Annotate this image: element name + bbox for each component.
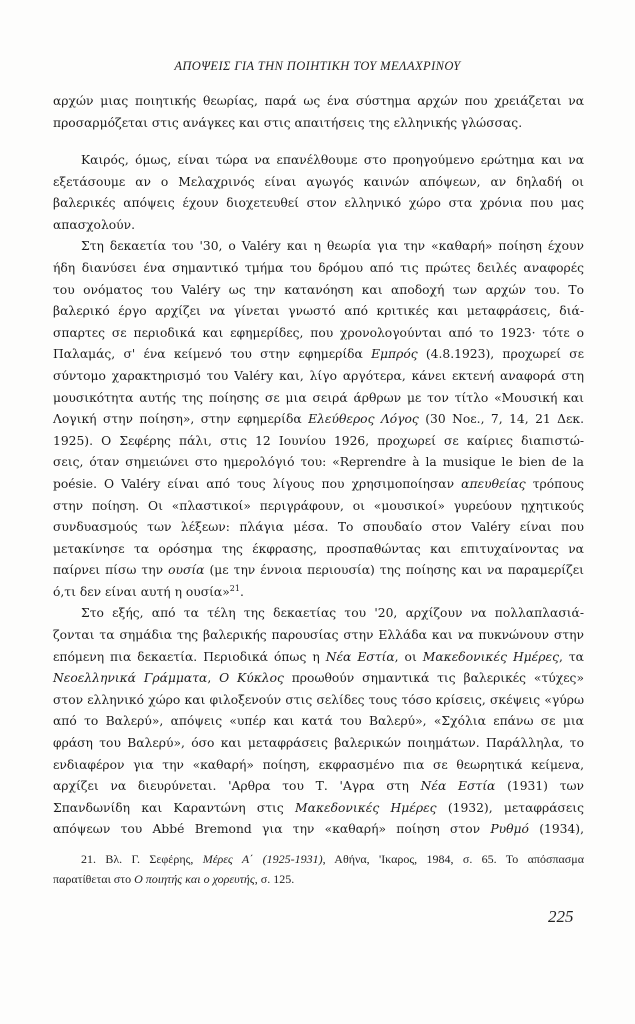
- text: ό,τι δεν είναι αυτή η ουσία»: [53, 584, 230, 599]
- text: .: [239, 584, 244, 599]
- text-line: [53, 344, 584, 366]
- text-line: αρχών μιας ποιητικής θεωρίας, παρά ως ένα σύστημα αρχών που χρειάζεται να: [53, 94, 584, 108]
- text-line: [53, 819, 584, 841]
- text: (30 Νοε., 7, 14, 21 Δεκ.: [418, 412, 585, 427]
- text: , οι: [394, 649, 423, 664]
- footnote-line: [53, 869, 584, 889]
- journal-title: Νέα Εστία: [325, 649, 395, 664]
- text-line: συνδυασμούς των λέξεων: πλάγια μέσα. Το σπουδαίο στον Valéry είναι που: [53, 520, 584, 535]
- main-text: [53, 150, 584, 841]
- text-line: του ονόματος του Valéry ως την κατανόηση και αποδοχή των αρχών του. Το: [53, 282, 584, 297]
- text: (1934),: [528, 822, 584, 837]
- text: αρχίζει να διευρύνεται. 'Αρθρα του Τ. 'Αγρα στη: [53, 779, 421, 794]
- text: επόμενη πια δεκαετία. Περιοδικά όπως η: [53, 649, 326, 664]
- book-title: Ο ποιητής και ο χορευτής: [134, 872, 255, 886]
- text-line: [53, 798, 584, 820]
- text-line: ενδιαφέρον για την «καθαρή» ποίηση, εκφρασμένο πια σε θεωρητικά κείμενα,: [53, 757, 584, 772]
- journal-title: Νεοελληνικά Γράμματα: [53, 671, 208, 686]
- text-line: 1925). Ο Σεφέρης πάλι, στις 12 Ιουνίου 1926, προχωρεί σε καίριες διαπιστώ-: [53, 433, 584, 448]
- text-line: ζονται τα σημάδια της βαλερικής παρουσίας στην Ελλάδα και να πυκνώνουν στην: [53, 628, 584, 643]
- emphasis: ουσία: [168, 563, 205, 578]
- text: poésie. Ο Valéry είναι από τους λίγους που χρησιμοποίησαν: [53, 476, 462, 491]
- text-line: στον ελληνικό χώρο και φιλοξενούν στις σελίδες τους τόσο κρίσεις, σκέψεις «γύρω: [53, 692, 584, 707]
- running-head: ΑΠΟΨΕΙΣ ΓΙΑ ΤΗΝ ΠΟΙΗΤΙΚΗ ΤΟΥ ΜΕΛΑΧΡΙΝΟΥ: [174, 59, 461, 73]
- text-line: [53, 409, 584, 431]
- text-line: [53, 668, 584, 690]
- text-line: [53, 474, 584, 496]
- text-line: [53, 647, 584, 669]
- emphasis: απευθείας: [461, 476, 526, 491]
- text-line: βαλερικό έργο αρχίζει να γίνεται γνωστό από κριτικές και μεταφράσεις, διά-: [53, 304, 584, 319]
- text: τρόπους: [525, 476, 584, 491]
- text-line: απασχολούν.: [53, 217, 135, 232]
- text-line: στην ποίηση. Οι «πλαστικοί» περιγράφουν, οι «μουσικοί» γυρεύουν ηχητικούς: [53, 498, 584, 513]
- text: (με την έννοια περιουσία) της ποίησης και να παραμερίζει: [204, 563, 584, 578]
- footnote-21: [53, 849, 584, 889]
- text-line: μουσικότητα αυτής της ποίησης σε μια σειρά άρθρων με τον τίτλο «Μουσική και: [53, 390, 584, 405]
- text: , τα: [558, 649, 584, 664]
- footnote-number: 21.: [81, 852, 96, 866]
- text-line: από το Βαλερύ», απόψεις «υπέρ και κατά του Βαλερύ», «Σχόλια επάνω σε μια: [53, 714, 584, 729]
- text: Παλαμάς, σ' ένα κείμενό του στην εφημερίδα: [53, 347, 372, 362]
- journal-title: Μακεδονικές Ημέρες: [422, 649, 559, 664]
- book-title: Μέρες Α΄ (1925-1931): [202, 852, 323, 866]
- page-number: 225: [548, 907, 574, 926]
- text: Βλ. Γ. Σεφέρης,: [96, 852, 203, 866]
- text-line: ήδη διανύσει ένα σημαντικό τμήμα του δρόμου από τις πρώτες δειλές αναφορές: [53, 260, 584, 275]
- text: , Αθήνα, 'Ικαρος, 1984, σ. 65. Το απόσπασμα: [322, 852, 584, 866]
- text-line: μετακίνησε τα ορόσημα της έκφρασης, προσπαθώντας και επιτυχαίνοντας να: [53, 541, 584, 556]
- text-line: [53, 776, 584, 798]
- journal-title: Ο Κύκλος: [219, 671, 284, 686]
- text: παρατίθεται στο: [53, 872, 135, 886]
- text-line: σεις, όταν σημειώνει στο ημερολόγιό του: «Reprendre à la musique le bien de la: [53, 455, 584, 470]
- text: (1932), μεταφράσεις: [436, 800, 584, 815]
- text: προωθούν σημαντικά τις βαλερικές «τύχες»: [283, 671, 584, 686]
- journal-title: Νέα Εστία: [420, 779, 496, 794]
- text-line: βαλερικές απόψεις έχουν διοχετευθεί στον ελληνικό χώρο στα χρόνια που μας: [53, 196, 584, 211]
- text: Σπανδωνίδη και Καραντώνη στις: [53, 800, 296, 815]
- journal-title: Ρυθμό: [490, 822, 529, 837]
- footnote-reference[interactable]: 21: [229, 583, 240, 593]
- text: Λογική στην ποίηση», στην εφημερίδα: [53, 412, 309, 427]
- text: (1931) των: [495, 779, 585, 794]
- text: απόψεων του Abbé Bremond για την «καθαρή» ποίηση στον: [53, 822, 491, 837]
- newspaper-title: Εμπρός: [371, 347, 418, 362]
- text: ,: [207, 671, 220, 686]
- text-line: [53, 582, 584, 604]
- text-line: σύντομο χαρακτηρισμό του Valéry και, λίγο αργότερα, κάνει εκτενή αναφορά στη: [53, 368, 584, 383]
- text-line: Καιρός, όμως, είναι τώρα να επανέλθουμε στο προηγούμενο ερώτημα και να: [81, 153, 584, 167]
- paragraph-continued: [53, 91, 584, 134]
- text-line: Στο εξής, από τα τέλη της δεκαετίας του '20, αρχίζουν να πολλαπλασιά-: [81, 606, 584, 621]
- text: (4.8.1923), προχωρεί σε: [417, 347, 584, 362]
- journal-title: Μακεδονικές Ημέρες: [295, 800, 437, 815]
- text-line: σπαρτες σε περιοδικά και εφημερίδες, που χρονολογούνται από το 1923· τότε ο: [53, 325, 584, 340]
- text: παίρνει πίσω την: [53, 563, 169, 578]
- text-line: φράση του Βαλερύ», όσο και μεταφράσεις βαλερικών ποιημάτων. Παράλληλα, το: [53, 736, 584, 751]
- newspaper-title: Ελεύθερος Λόγος: [308, 412, 419, 427]
- text: , σ. 125.: [254, 872, 295, 886]
- text-line: εξετάσουμε αν ο Μελαχρινός είναι αγωγός καινών απόψεων, αν δηλαδή οι: [53, 174, 584, 189]
- text-line: [53, 560, 584, 582]
- footnote-line: [53, 849, 584, 869]
- text-line: Στη δεκαετία του '30, ο Valéry και η θεωρία για την «καθαρή» ποίηση έχουν: [81, 239, 584, 254]
- text-line: προσαρμόζεται στις ανάγκες και στις απαιτήσεις της ελληνικής γλώσσας.: [53, 115, 523, 130]
